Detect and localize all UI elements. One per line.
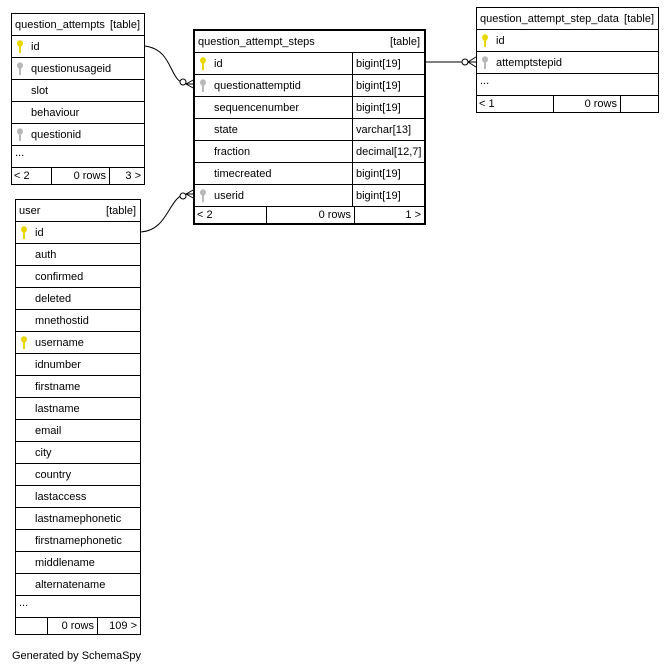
column-row-id[interactable]: [477, 30, 658, 52]
column-name: id: [35, 226, 44, 239]
table-kind: [table]: [624, 12, 654, 25]
key-slot: [477, 52, 494, 73]
foreign-key-icon: [481, 56, 489, 70]
primary-key-icon: [199, 57, 207, 71]
link-attempts-to-steps: [145, 46, 188, 84]
foreign-key-icon: [199, 189, 207, 203]
key-slot: [16, 464, 33, 485]
key-slot: [12, 36, 29, 57]
key-slot: [16, 442, 33, 463]
key-slot: [16, 310, 33, 331]
key-slot: [16, 530, 33, 551]
table-name[interactable]: question_attempt_steps: [198, 35, 315, 48]
parents-link[interactable]: < 2: [12, 168, 52, 184]
key-slot: [16, 354, 33, 375]
children-link[interactable]: [621, 96, 658, 112]
key-slot: [16, 288, 33, 309]
column-type: varchar[13]: [352, 119, 424, 140]
column-row-fraction[interactable]: [195, 141, 424, 163]
table-question-attempt-step-data[interactable]: [476, 7, 659, 113]
column-name: firstname: [35, 380, 81, 393]
parents-link[interactable]: < 1: [477, 96, 554, 112]
column-row-questionid[interactable]: [12, 124, 144, 146]
column-name: country: [35, 468, 72, 481]
column-name: state: [214, 123, 238, 136]
row-count: 0 rows: [52, 168, 110, 184]
column-row-email[interactable]: [16, 420, 140, 442]
foreign-key-icon: [16, 128, 24, 142]
column-name: firstnamephonetic: [35, 534, 122, 547]
table-header[interactable]: [477, 8, 658, 30]
column-row-firstnamephonetic[interactable]: [16, 530, 140, 552]
children-link[interactable]: 3 >: [125, 170, 141, 182]
primary-key-icon: [20, 226, 28, 240]
column-name: deleted: [35, 292, 72, 305]
column-row-attemptstepid[interactable]: [477, 52, 658, 74]
column-row-country[interactable]: [16, 464, 140, 486]
column-row-userid[interactable]: [195, 185, 424, 207]
key-slot: [16, 420, 33, 441]
column-row-id[interactable]: [12, 36, 144, 58]
column-row-username[interactable]: [16, 332, 140, 354]
column-row-questionattemptid[interactable]: [195, 75, 424, 97]
table-question-attempt-steps[interactable]: [193, 29, 426, 225]
key-slot: [16, 552, 33, 573]
table-footer: [12, 168, 144, 184]
column-type: bigint[19]: [352, 163, 424, 184]
column-row-timecreated[interactable]: [195, 163, 424, 185]
row-count: 0 rows: [267, 207, 355, 223]
column-row-idnumber[interactable]: [16, 354, 140, 376]
table-name[interactable]: question_attempt_step_data: [480, 12, 619, 25]
link-steps-to-stepdata-crowfoot: [468, 57, 476, 67]
column-row-id[interactable]: [195, 53, 424, 75]
column-name: city: [35, 446, 52, 459]
column-row-city[interactable]: [16, 442, 140, 464]
column-name: lastaccess: [35, 490, 87, 503]
key-slot: [12, 80, 29, 101]
column-name: confirmed: [35, 270, 84, 283]
key-slot: [16, 244, 33, 265]
key-slot: [16, 222, 33, 243]
parents-link[interactable]: [16, 618, 48, 634]
key-slot: [16, 332, 33, 353]
key-slot: [195, 119, 212, 140]
column-name: fraction: [214, 145, 251, 158]
table-header[interactable]: [12, 14, 144, 36]
children-link[interactable]: 109 >: [109, 620, 137, 632]
column-name: timecreated: [214, 167, 272, 180]
table-kind: [table]: [110, 18, 140, 31]
key-slot: [195, 97, 212, 118]
column-name: idnumber: [35, 358, 81, 371]
table-footer: [16, 618, 140, 634]
column-row-firstname[interactable]: [16, 376, 140, 398]
column-name: email: [35, 424, 62, 437]
column-row-mnethostid[interactable]: [16, 310, 140, 332]
column-name: alternatename: [35, 578, 106, 591]
table-question-attempts[interactable]: [11, 13, 145, 185]
table-header[interactable]: [195, 31, 424, 53]
column-row-lastaccess[interactable]: [16, 486, 140, 508]
generated-by-credit: Generated by SchemaSpy: [12, 650, 142, 662]
column-name: questionusageid: [31, 62, 112, 75]
column-name: id: [496, 34, 505, 47]
column-name: attemptstepid: [496, 56, 563, 69]
column-row-behaviour[interactable]: [12, 102, 144, 124]
link-attempts-to-steps-optional-marker: [180, 79, 186, 85]
table-name[interactable]: question_attempts: [15, 18, 105, 31]
column-type: decimal[12,7]: [352, 141, 424, 162]
column-row-lastname[interactable]: [16, 398, 140, 420]
column-name: lastname: [35, 402, 80, 415]
children-link[interactable]: 1 >: [405, 209, 421, 221]
more-columns-ellipsis: ...: [16, 596, 140, 618]
key-slot: [16, 266, 33, 287]
column-name: sequencenumber: [214, 101, 300, 114]
key-slot: [477, 30, 494, 51]
column-name: behaviour: [31, 106, 80, 119]
key-slot: [195, 185, 212, 206]
column-type: bigint[19]: [352, 53, 424, 74]
column-name: slot: [31, 84, 49, 97]
link-user-to-steps: [141, 194, 188, 232]
link-steps-to-stepdata-optional-marker: [462, 59, 468, 65]
key-slot: [12, 58, 29, 79]
column-name: id: [214, 57, 223, 70]
column-name: username: [35, 336, 84, 349]
column-row-id[interactable]: [16, 222, 140, 244]
column-name: middlename: [35, 556, 95, 569]
primary-key-icon: [481, 34, 489, 48]
column-name: userid: [214, 189, 244, 202]
parents-link[interactable]: < 2: [195, 207, 267, 223]
column-row-state[interactable]: [195, 119, 424, 141]
table-name[interactable]: user: [19, 204, 41, 217]
table-kind: [table]: [106, 204, 136, 217]
column-row-questionusageid[interactable]: [12, 58, 144, 80]
key-slot: [12, 102, 29, 123]
key-slot: [195, 75, 212, 96]
primary-key-icon: [20, 336, 28, 350]
column-name: questionattemptid: [214, 79, 301, 92]
table-footer: [195, 207, 424, 223]
column-row-deleted[interactable]: [16, 288, 140, 310]
key-slot: [16, 486, 33, 507]
column-row-auth[interactable]: [16, 244, 140, 266]
column-row-middlename[interactable]: [16, 552, 140, 574]
key-slot: [195, 141, 212, 162]
table-kind: [table]: [390, 35, 420, 48]
key-slot: [195, 53, 212, 74]
key-slot: [16, 574, 33, 595]
column-name: questionid: [31, 128, 82, 141]
foreign-key-icon: [199, 79, 207, 93]
key-slot: [16, 508, 33, 529]
table-user[interactable]: [15, 199, 141, 635]
column-row-confirmed[interactable]: [16, 266, 140, 288]
row-count: 0 rows: [554, 96, 621, 112]
key-slot: [195, 163, 212, 184]
link-user-to-steps-optional-marker: [180, 193, 186, 199]
column-name: auth: [35, 248, 57, 261]
foreign-key-icon: [16, 62, 24, 76]
column-row-sequencenumber[interactable]: [195, 97, 424, 119]
column-row-slot[interactable]: [12, 80, 144, 102]
key-slot: [16, 376, 33, 397]
row-count: 0 rows: [48, 618, 98, 634]
more-columns-ellipsis: ...: [477, 74, 658, 96]
column-name: mnethostid: [35, 314, 89, 327]
column-row-lastnamephonetic[interactable]: [16, 508, 140, 530]
key-slot: [16, 398, 33, 419]
table-footer: [477, 96, 658, 112]
more-columns-ellipsis: ...: [12, 146, 144, 168]
table-header[interactable]: [16, 200, 140, 222]
column-type: bigint[19]: [352, 75, 424, 96]
column-row-alternatename[interactable]: [16, 574, 140, 596]
column-name: lastnamephonetic: [35, 512, 122, 525]
primary-key-icon: [16, 40, 24, 54]
column-type: bigint[19]: [352, 97, 424, 118]
column-name: id: [31, 40, 40, 53]
column-type: bigint[19]: [352, 185, 424, 206]
key-slot: [12, 124, 29, 145]
